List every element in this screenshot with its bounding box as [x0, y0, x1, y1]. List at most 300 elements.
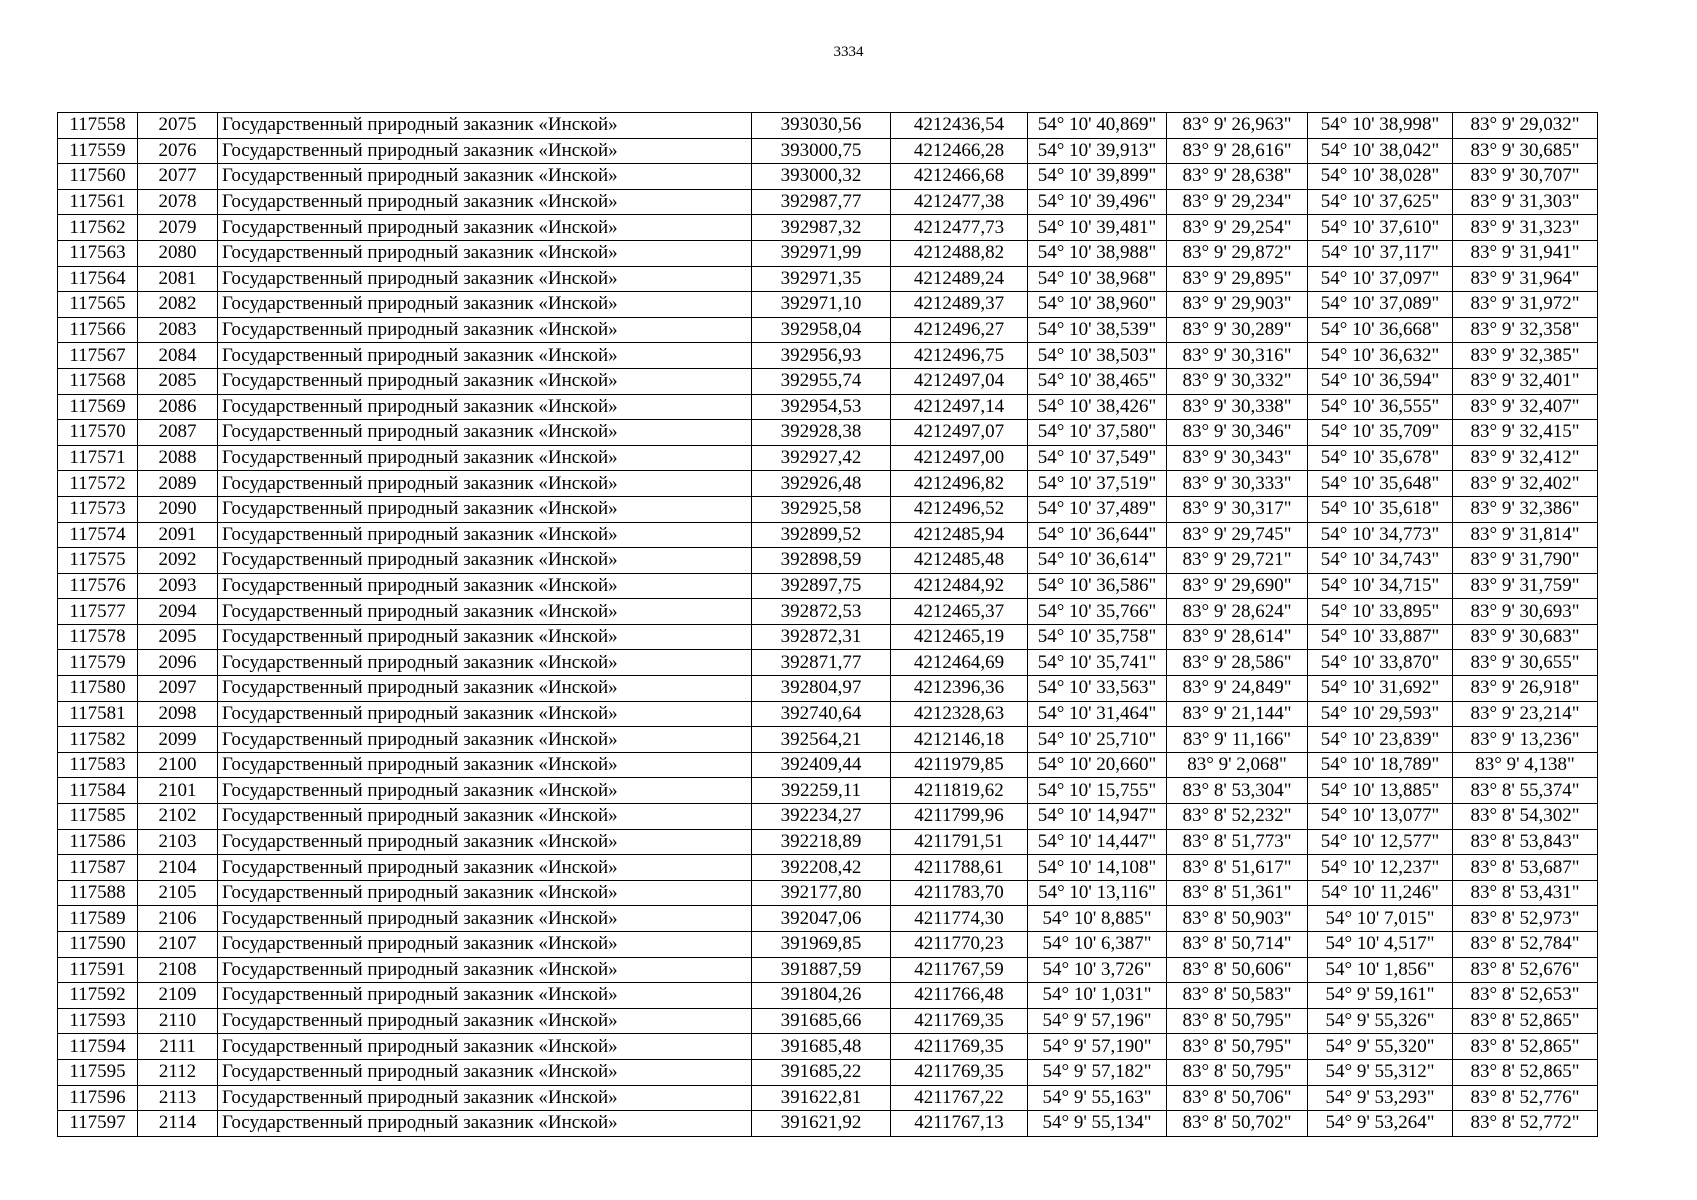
lon-alt-cell: 83° 8' 53,687" [1453, 855, 1598, 881]
row-id-cell: 117589 [58, 906, 138, 932]
territory-name-cell: Государственный природный заказник «Инской» [218, 420, 752, 446]
lat-wgs-cell: 54° 10' 6,387" [1028, 932, 1167, 958]
lat-wgs-cell: 54° 9' 55,134" [1028, 1111, 1167, 1137]
row-id-cell: 117585 [58, 804, 138, 830]
lat-wgs-cell: 54° 10' 39,481" [1028, 215, 1167, 241]
y-coord-cell: 4211819,62 [891, 778, 1028, 804]
table-row [58, 368, 1598, 394]
y-coord-cell: 4212496,75 [891, 343, 1028, 369]
x-coord-cell: 393000,75 [752, 138, 891, 164]
lat-alt-cell: 54° 10' 18,789" [1308, 752, 1453, 778]
row-id-cell: 117576 [58, 573, 138, 599]
row-id-cell: 117569 [58, 394, 138, 420]
x-coord-cell: 392409,44 [752, 752, 891, 778]
point-number-cell: 2091 [138, 522, 218, 548]
territory-name-cell: Государственный природный заказник «Инской» [218, 394, 752, 420]
table-body [58, 113, 1598, 1137]
lon-alt-cell: 83° 9' 32,386" [1453, 496, 1598, 522]
row-id-cell: 117558 [58, 113, 138, 139]
lon-alt-cell: 83° 8' 52,676" [1453, 957, 1598, 983]
y-coord-cell: 4211770,23 [891, 932, 1028, 958]
point-number-cell: 2098 [138, 701, 218, 727]
territory-name-cell: Государственный природный заказник «Инской» [218, 880, 752, 906]
lat-wgs-cell: 54° 10' 25,710" [1028, 727, 1167, 753]
y-coord-cell: 4212328,63 [891, 701, 1028, 727]
lon-alt-cell: 83° 8' 52,776" [1453, 1085, 1598, 1111]
table-row [58, 317, 1598, 343]
lat-alt-cell: 54° 10' 33,895" [1308, 599, 1453, 625]
table-row [58, 906, 1598, 932]
page-number: 3334 [833, 44, 864, 60]
row-id-cell: 117588 [58, 880, 138, 906]
lon-wgs-cell: 83° 8' 51,617" [1167, 855, 1308, 881]
y-coord-cell: 4212466,68 [891, 164, 1028, 190]
lon-alt-cell: 83° 9' 30,683" [1453, 624, 1598, 650]
row-id-cell: 117577 [58, 599, 138, 625]
lon-alt-cell: 83° 9' 32,407" [1453, 394, 1598, 420]
y-coord-cell: 4212477,73 [891, 215, 1028, 241]
table-row [58, 829, 1598, 855]
table-row [58, 343, 1598, 369]
lon-alt-cell: 83° 9' 31,790" [1453, 548, 1598, 574]
lon-alt-cell: 83° 9' 32,358" [1453, 317, 1598, 343]
lon-alt-cell: 83° 8' 55,374" [1453, 778, 1598, 804]
lon-alt-cell: 83° 9' 26,918" [1453, 676, 1598, 702]
y-coord-cell: 4211791,51 [891, 829, 1028, 855]
territory-name-cell: Государственный природный заказник «Инской» [218, 548, 752, 574]
lat-alt-cell: 54° 10' 1,856" [1308, 957, 1453, 983]
table-row [58, 420, 1598, 446]
lat-wgs-cell: 54° 10' 35,758" [1028, 624, 1167, 650]
table-row [58, 215, 1598, 241]
point-number-cell: 2107 [138, 932, 218, 958]
lat-wgs-cell: 54° 10' 37,519" [1028, 471, 1167, 497]
lat-wgs-cell: 54° 9' 57,182" [1028, 1059, 1167, 1085]
lat-alt-cell: 54° 10' 4,517" [1308, 932, 1453, 958]
point-number-cell: 2079 [138, 215, 218, 241]
lat-wgs-cell: 54° 10' 38,465" [1028, 368, 1167, 394]
lat-alt-cell: 54° 10' 12,577" [1308, 829, 1453, 855]
x-coord-cell: 392956,93 [752, 343, 891, 369]
lat-alt-cell: 54° 10' 11,246" [1308, 880, 1453, 906]
table-row [58, 496, 1598, 522]
y-coord-cell: 4211767,59 [891, 957, 1028, 983]
row-id-cell: 117566 [58, 317, 138, 343]
row-id-cell: 117572 [58, 471, 138, 497]
table-row [58, 394, 1598, 420]
y-coord-cell: 4212484,92 [891, 573, 1028, 599]
lon-wgs-cell: 83° 8' 51,361" [1167, 880, 1308, 906]
point-number-cell: 2102 [138, 804, 218, 830]
lon-wgs-cell: 83° 8' 50,795" [1167, 1034, 1308, 1060]
lon-wgs-cell: 83° 9' 30,289" [1167, 317, 1308, 343]
y-coord-cell: 4211767,13 [891, 1111, 1028, 1137]
lat-alt-cell: 54° 10' 37,625" [1308, 189, 1453, 215]
row-id-cell: 117560 [58, 164, 138, 190]
y-coord-cell: 4212497,04 [891, 368, 1028, 394]
row-id-cell: 117568 [58, 368, 138, 394]
lat-wgs-cell: 54° 10' 37,580" [1028, 420, 1167, 446]
lat-wgs-cell: 54° 10' 38,426" [1028, 394, 1167, 420]
lon-alt-cell: 83° 8' 53,843" [1453, 829, 1598, 855]
territory-name-cell: Государственный природный заказник «Инской» [218, 189, 752, 215]
territory-name-cell: Государственный природный заказник «Инской» [218, 1111, 752, 1137]
lon-wgs-cell: 83° 8' 50,583" [1167, 983, 1308, 1009]
lat-alt-cell: 54° 10' 34,773" [1308, 522, 1453, 548]
row-id-cell: 117592 [58, 983, 138, 1009]
row-id-cell: 117586 [58, 829, 138, 855]
territory-name-cell: Государственный природный заказник «Инской» [218, 1085, 752, 1111]
lat-wgs-cell: 54° 10' 20,660" [1028, 752, 1167, 778]
lon-wgs-cell: 83° 9' 29,903" [1167, 292, 1308, 318]
table-row [58, 164, 1598, 190]
x-coord-cell: 391685,22 [752, 1059, 891, 1085]
x-coord-cell: 393030,56 [752, 113, 891, 139]
x-coord-cell: 391685,66 [752, 1008, 891, 1034]
row-id-cell: 117591 [58, 957, 138, 983]
table-row [58, 727, 1598, 753]
lon-alt-cell: 83° 9' 32,415" [1453, 420, 1598, 446]
lon-alt-cell: 83° 8' 52,784" [1453, 932, 1598, 958]
table-row [58, 983, 1598, 1009]
lat-wgs-cell: 54° 10' 39,899" [1028, 164, 1167, 190]
x-coord-cell: 392926,48 [752, 471, 891, 497]
territory-name-cell: Государственный природный заказник «Инской» [218, 368, 752, 394]
lon-alt-cell: 83° 9' 31,814" [1453, 522, 1598, 548]
row-id-cell: 117575 [58, 548, 138, 574]
point-number-cell: 2106 [138, 906, 218, 932]
lon-alt-cell: 83° 8' 54,302" [1453, 804, 1598, 830]
lat-wgs-cell: 54° 10' 37,549" [1028, 445, 1167, 471]
lat-alt-cell: 54° 10' 29,593" [1308, 701, 1453, 727]
lon-wgs-cell: 83° 8' 50,903" [1167, 906, 1308, 932]
point-number-cell: 2101 [138, 778, 218, 804]
row-id-cell: 117567 [58, 343, 138, 369]
table-row [58, 189, 1598, 215]
territory-name-cell: Государственный природный заказник «Инской» [218, 471, 752, 497]
lat-alt-cell: 54° 10' 35,709" [1308, 420, 1453, 446]
row-id-cell: 117593 [58, 1008, 138, 1034]
lon-wgs-cell: 83° 9' 26,963" [1167, 113, 1308, 139]
lon-wgs-cell: 83° 8' 52,232" [1167, 804, 1308, 830]
lat-alt-cell: 54° 9' 55,312" [1308, 1059, 1453, 1085]
lat-alt-cell: 54° 10' 33,870" [1308, 650, 1453, 676]
territory-name-cell: Государственный природный заказник «Инской» [218, 292, 752, 318]
lat-alt-cell: 54° 10' 31,692" [1308, 676, 1453, 702]
x-coord-cell: 392218,89 [752, 829, 891, 855]
lon-alt-cell: 83° 8' 52,973" [1453, 906, 1598, 932]
lon-wgs-cell: 83° 8' 53,304" [1167, 778, 1308, 804]
territory-name-cell: Государственный природный заказник «Инской» [218, 624, 752, 650]
lat-alt-cell: 54° 10' 38,028" [1308, 164, 1453, 190]
table-row [58, 957, 1598, 983]
lat-wgs-cell: 54° 10' 33,563" [1028, 676, 1167, 702]
y-coord-cell: 4211769,35 [891, 1034, 1028, 1060]
lat-alt-cell: 54° 9' 53,293" [1308, 1085, 1453, 1111]
lat-alt-cell: 54° 9' 53,264" [1308, 1111, 1453, 1137]
x-coord-cell: 392897,75 [752, 573, 891, 599]
lat-wgs-cell: 54° 9' 57,190" [1028, 1034, 1167, 1060]
lon-wgs-cell: 83° 9' 30,343" [1167, 445, 1308, 471]
row-id-cell: 117570 [58, 420, 138, 446]
point-number-cell: 2113 [138, 1085, 218, 1111]
point-number-cell: 2108 [138, 957, 218, 983]
lat-wgs-cell: 54° 10' 35,766" [1028, 599, 1167, 625]
lat-alt-cell: 54° 10' 37,610" [1308, 215, 1453, 241]
lon-wgs-cell: 83° 9' 29,690" [1167, 573, 1308, 599]
x-coord-cell: 392898,59 [752, 548, 891, 574]
point-number-cell: 2086 [138, 394, 218, 420]
lon-wgs-cell: 83° 9' 28,616" [1167, 138, 1308, 164]
territory-name-cell: Государственный природный заказник «Инской» [218, 778, 752, 804]
row-id-cell: 117559 [58, 138, 138, 164]
table-row [58, 701, 1598, 727]
y-coord-cell: 4212488,82 [891, 240, 1028, 266]
lon-wgs-cell: 83° 8' 50,795" [1167, 1008, 1308, 1034]
lat-wgs-cell: 54° 9' 55,163" [1028, 1085, 1167, 1111]
row-id-cell: 117594 [58, 1034, 138, 1060]
y-coord-cell: 4211769,35 [891, 1059, 1028, 1085]
x-coord-cell: 391969,85 [752, 932, 891, 958]
territory-name-cell: Государственный природный заказник «Инской» [218, 599, 752, 625]
y-coord-cell: 4212485,48 [891, 548, 1028, 574]
x-coord-cell: 392872,53 [752, 599, 891, 625]
row-id-cell: 117584 [58, 778, 138, 804]
lon-alt-cell: 83° 9' 30,655" [1453, 650, 1598, 676]
point-number-cell: 2082 [138, 292, 218, 318]
x-coord-cell: 392259,11 [752, 778, 891, 804]
lat-alt-cell: 54° 10' 38,042" [1308, 138, 1453, 164]
lat-wgs-cell: 54° 10' 36,644" [1028, 522, 1167, 548]
territory-name-cell: Государственный природный заказник «Инской» [218, 752, 752, 778]
x-coord-cell: 392871,77 [752, 650, 891, 676]
y-coord-cell: 4212466,28 [891, 138, 1028, 164]
table-row [58, 522, 1598, 548]
lat-wgs-cell: 54° 10' 38,539" [1028, 317, 1167, 343]
lon-alt-cell: 83° 8' 52,865" [1453, 1059, 1598, 1085]
territory-name-cell: Государственный природный заказник «Инской» [218, 829, 752, 855]
point-number-cell: 2081 [138, 266, 218, 292]
lon-wgs-cell: 83° 9' 29,234" [1167, 189, 1308, 215]
lon-alt-cell: 83° 8' 52,772" [1453, 1111, 1598, 1137]
lat-alt-cell: 54° 10' 36,594" [1308, 368, 1453, 394]
lat-wgs-cell: 54° 10' 38,988" [1028, 240, 1167, 266]
lon-alt-cell: 83° 9' 30,707" [1453, 164, 1598, 190]
lon-alt-cell: 83° 9' 32,401" [1453, 368, 1598, 394]
point-number-cell: 2105 [138, 880, 218, 906]
y-coord-cell: 4212489,37 [891, 292, 1028, 318]
lat-alt-cell: 54° 10' 37,097" [1308, 266, 1453, 292]
table-row [58, 1085, 1598, 1111]
lat-wgs-cell: 54° 10' 39,496" [1028, 189, 1167, 215]
lat-alt-cell: 54° 9' 55,326" [1308, 1008, 1453, 1034]
point-number-cell: 2076 [138, 138, 218, 164]
territory-name-cell: Государственный природный заказник «Инской» [218, 445, 752, 471]
table-row [58, 548, 1598, 574]
lon-wgs-cell: 83° 8' 50,702" [1167, 1111, 1308, 1137]
territory-name-cell: Государственный природный заказник «Инской» [218, 1059, 752, 1085]
y-coord-cell: 4211799,96 [891, 804, 1028, 830]
lon-alt-cell: 83° 8' 53,431" [1453, 880, 1598, 906]
x-coord-cell: 392955,74 [752, 368, 891, 394]
lon-wgs-cell: 83° 8' 50,706" [1167, 1085, 1308, 1111]
x-coord-cell: 392971,10 [752, 292, 891, 318]
lat-wgs-cell: 54° 10' 38,960" [1028, 292, 1167, 318]
y-coord-cell: 4212496,82 [891, 471, 1028, 497]
x-coord-cell: 392740,64 [752, 701, 891, 727]
table-row [58, 138, 1598, 164]
territory-name-cell: Государственный природный заказник «Инской» [218, 522, 752, 548]
territory-name-cell: Государственный природный заказник «Инской» [218, 1008, 752, 1034]
point-number-cell: 2080 [138, 240, 218, 266]
y-coord-cell: 4212485,94 [891, 522, 1028, 548]
lat-alt-cell: 54° 10' 38,998" [1308, 113, 1453, 139]
lon-wgs-cell: 83° 9' 21,144" [1167, 701, 1308, 727]
x-coord-cell: 392958,04 [752, 317, 891, 343]
point-number-cell: 2100 [138, 752, 218, 778]
territory-name-cell: Государственный природный заказник «Инской» [218, 240, 752, 266]
lon-wgs-cell: 83° 9' 29,254" [1167, 215, 1308, 241]
x-coord-cell: 392804,97 [752, 676, 891, 702]
table-row [58, 1111, 1598, 1137]
lon-wgs-cell: 83° 9' 2,068" [1167, 752, 1308, 778]
x-coord-cell: 393000,32 [752, 164, 891, 190]
point-number-cell: 2114 [138, 1111, 218, 1137]
row-id-cell: 117582 [58, 727, 138, 753]
row-id-cell: 117581 [58, 701, 138, 727]
row-id-cell: 117561 [58, 189, 138, 215]
row-id-cell: 117564 [58, 266, 138, 292]
territory-name-cell: Государственный природный заказник «Инской» [218, 701, 752, 727]
lat-wgs-cell: 54° 10' 39,913" [1028, 138, 1167, 164]
lon-alt-cell: 83° 8' 52,865" [1453, 1034, 1598, 1060]
lat-alt-cell: 54° 10' 37,089" [1308, 292, 1453, 318]
y-coord-cell: 4211769,35 [891, 1008, 1028, 1034]
lat-wgs-cell: 54° 10' 36,614" [1028, 548, 1167, 574]
lat-wgs-cell: 54° 10' 37,489" [1028, 496, 1167, 522]
table-row [58, 880, 1598, 906]
point-number-cell: 2089 [138, 471, 218, 497]
x-coord-cell: 392872,31 [752, 624, 891, 650]
row-id-cell: 117571 [58, 445, 138, 471]
lat-wgs-cell: 54° 10' 38,968" [1028, 266, 1167, 292]
point-number-cell: 2094 [138, 599, 218, 625]
table-row [58, 573, 1598, 599]
point-number-cell: 2111 [138, 1034, 218, 1060]
table-row [58, 932, 1598, 958]
x-coord-cell: 392927,42 [752, 445, 891, 471]
point-number-cell: 2093 [138, 573, 218, 599]
lon-wgs-cell: 83° 8' 51,773" [1167, 829, 1308, 855]
x-coord-cell: 391887,59 [752, 957, 891, 983]
point-number-cell: 2088 [138, 445, 218, 471]
table-row [58, 855, 1598, 881]
lat-wgs-cell: 54° 10' 3,726" [1028, 957, 1167, 983]
y-coord-cell: 4212497,00 [891, 445, 1028, 471]
y-coord-cell: 4212464,69 [891, 650, 1028, 676]
row-id-cell: 117562 [58, 215, 138, 241]
lat-alt-cell: 54° 10' 36,632" [1308, 343, 1453, 369]
lat-alt-cell: 54° 10' 35,618" [1308, 496, 1453, 522]
territory-name-cell: Государственный природный заказник «Инской» [218, 1034, 752, 1060]
lon-alt-cell: 83° 9' 30,693" [1453, 599, 1598, 625]
lat-alt-cell: 54° 10' 36,668" [1308, 317, 1453, 343]
lon-wgs-cell: 83° 9' 30,332" [1167, 368, 1308, 394]
lon-wgs-cell: 83° 8' 50,606" [1167, 957, 1308, 983]
x-coord-cell: 392177,80 [752, 880, 891, 906]
territory-name-cell: Государственный природный заказник «Инской» [218, 573, 752, 599]
lat-wgs-cell: 54° 10' 36,586" [1028, 573, 1167, 599]
y-coord-cell: 4211783,70 [891, 880, 1028, 906]
territory-name-cell: Государственный природный заказник «Инской» [218, 343, 752, 369]
point-number-cell: 2096 [138, 650, 218, 676]
x-coord-cell: 392971,99 [752, 240, 891, 266]
point-number-cell: 2078 [138, 189, 218, 215]
territory-name-cell: Государственный природный заказник «Инской» [218, 932, 752, 958]
point-number-cell: 2077 [138, 164, 218, 190]
row-id-cell: 117597 [58, 1111, 138, 1137]
point-number-cell: 2083 [138, 317, 218, 343]
lat-wgs-cell: 54° 10' 15,755" [1028, 778, 1167, 804]
point-number-cell: 2092 [138, 548, 218, 574]
x-coord-cell: 392987,32 [752, 215, 891, 241]
table-row [58, 1059, 1598, 1085]
lat-wgs-cell: 54° 10' 13,116" [1028, 880, 1167, 906]
lon-wgs-cell: 83° 9' 30,338" [1167, 394, 1308, 420]
lat-alt-cell: 54° 10' 23,839" [1308, 727, 1453, 753]
lon-wgs-cell: 83° 9' 28,586" [1167, 650, 1308, 676]
lon-wgs-cell: 83° 9' 30,333" [1167, 471, 1308, 497]
x-coord-cell: 392987,77 [752, 189, 891, 215]
lon-wgs-cell: 83° 9' 28,638" [1167, 164, 1308, 190]
row-id-cell: 117587 [58, 855, 138, 881]
lat-wgs-cell: 54° 9' 57,196" [1028, 1008, 1167, 1034]
lon-wgs-cell: 83° 9' 28,624" [1167, 599, 1308, 625]
lon-alt-cell: 83° 9' 4,138" [1453, 752, 1598, 778]
x-coord-cell: 392971,35 [752, 266, 891, 292]
lon-alt-cell: 83° 9' 31,303" [1453, 189, 1598, 215]
lon-alt-cell: 83° 9' 32,412" [1453, 445, 1598, 471]
territory-name-cell: Государственный природный заказник «Инской» [218, 650, 752, 676]
lon-wgs-cell: 83° 9' 28,614" [1167, 624, 1308, 650]
lon-wgs-cell: 83° 9' 30,317" [1167, 496, 1308, 522]
row-id-cell: 117595 [58, 1059, 138, 1085]
lat-alt-cell: 54° 10' 33,887" [1308, 624, 1453, 650]
lon-alt-cell: 83° 9' 31,759" [1453, 573, 1598, 599]
territory-name-cell: Государственный природный заказник «Инской» [218, 215, 752, 241]
x-coord-cell: 392954,53 [752, 394, 891, 420]
x-coord-cell: 392928,38 [752, 420, 891, 446]
table-row [58, 445, 1598, 471]
table-row [58, 1008, 1598, 1034]
lon-wgs-cell: 83° 9' 29,895" [1167, 266, 1308, 292]
row-id-cell: 117579 [58, 650, 138, 676]
lat-wgs-cell: 54° 10' 14,947" [1028, 804, 1167, 830]
point-number-cell: 2112 [138, 1059, 218, 1085]
table-row [58, 599, 1598, 625]
lat-alt-cell: 54° 10' 12,237" [1308, 855, 1453, 881]
x-coord-cell: 392208,42 [752, 855, 891, 881]
y-coord-cell: 4212497,14 [891, 394, 1028, 420]
x-coord-cell: 391621,92 [752, 1111, 891, 1137]
x-coord-cell: 392925,58 [752, 496, 891, 522]
territory-name-cell: Государственный природный заказник «Инской» [218, 496, 752, 522]
lat-wgs-cell: 54° 10' 14,447" [1028, 829, 1167, 855]
lon-alt-cell: 83° 9' 30,685" [1453, 138, 1598, 164]
lon-alt-cell: 83° 9' 31,972" [1453, 292, 1598, 318]
territory-name-cell: Государственный природный заказник «Инской» [218, 164, 752, 190]
lon-alt-cell: 83° 9' 32,402" [1453, 471, 1598, 497]
